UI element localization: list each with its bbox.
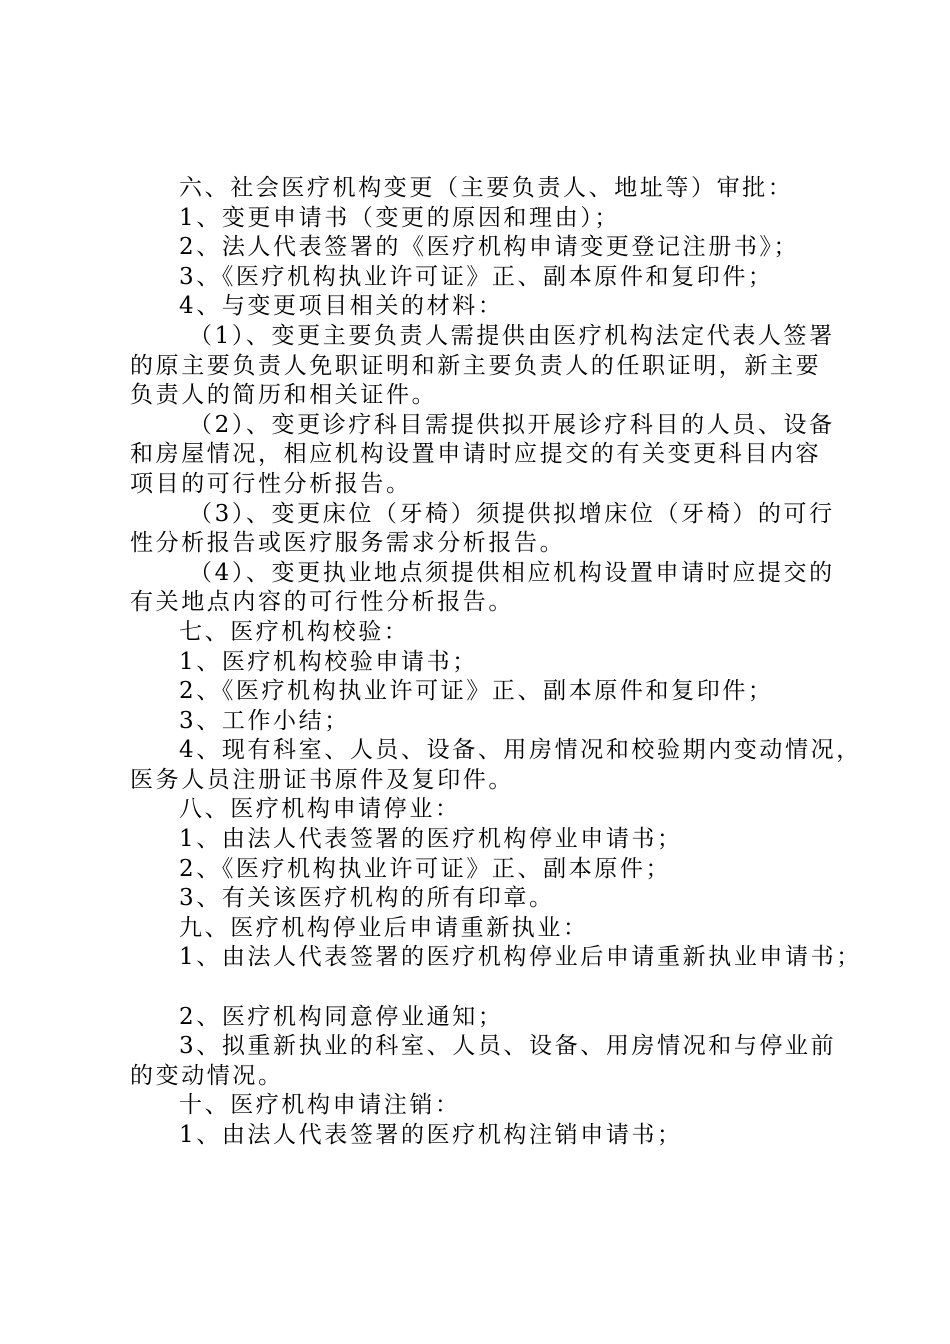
section-heading-9: 九、医疗机构停业后申请重新执业：	[179, 914, 589, 941]
section-heading-10: 十、医疗机构申请注销：	[179, 1092, 461, 1119]
list-item: 2、法人代表签署的《医疗机构申请变更登记注册书》；	[179, 234, 800, 261]
paragraph-line: 负责人的简历和相关证件。	[130, 382, 438, 409]
list-item: 2、《医疗机构执业许可证》正、副本原件；	[179, 855, 672, 882]
list-item: 2、《医疗机构执业许可证》正、副本原件和复印件；	[179, 678, 774, 705]
list-item: 1、由法人代表签署的医疗机构注销申请书；	[179, 1122, 683, 1148]
section-heading-8: 八、医疗机构申请停业：	[179, 796, 461, 823]
list-item: 1、由法人代表签署的医疗机构停业后申请重新执业申请书；	[179, 944, 862, 971]
section-heading-7: 七、医疗机构校验：	[179, 618, 410, 645]
paragraph-line: 医务人员注册证书原件及复印件。	[130, 766, 514, 793]
list-item: 3、工作小结；	[179, 707, 350, 734]
sub-item-paragraph: （4）、变更执业地点须提供相应机构设置申请时应提交的	[189, 559, 835, 586]
sub-item-paragraph: （2）、变更诊疗科目需提供拟开展诊疗科目的人员、设备	[189, 411, 835, 438]
sub-item-paragraph: （3）、变更床位（牙椅）须提供拟增床位（牙椅）的可行	[189, 500, 835, 527]
document-body	[130, 174, 862, 1151]
paragraph-line: 的变动情况。	[130, 1062, 284, 1089]
paragraph-line: 项目的可行性分析报告。	[130, 470, 412, 497]
paragraph-line: 有关地点内容的可行性分析报告。	[130, 589, 514, 616]
list-item: 1、由法人代表签署的医疗机构停业申请书；	[179, 826, 683, 853]
paragraph-line: 的原主要负责人免职证明和新主要负责人的任职证明，新主要	[130, 352, 822, 379]
paragraph-line: 和房屋情况，相应机构设置申请时应提交的有关变更科目内容	[130, 441, 822, 468]
blank-line	[130, 973, 835, 1003]
paragraph-line: 性分析报告或医疗服务需求分析报告。	[130, 530, 566, 557]
list-item: 1、医疗机构校验申请书；	[179, 648, 478, 675]
section-heading-6: 六、社会医疗机构变更（主要负责人、地址等）审批：	[179, 175, 794, 201]
list-item: 3、拟重新执业的科室、人员、设备、用房情况和与停业前	[179, 1033, 837, 1060]
list-item: 4、与变更项目相关的材料：	[179, 293, 504, 320]
list-item: 2、医疗机构同意停业通知；	[179, 1003, 504, 1030]
list-item: 1、变更申请书（变更的原因和理由）；	[179, 204, 620, 231]
list-item: 3、有关该医疗机构的所有印章。	[179, 885, 555, 912]
sub-item-paragraph: （1）、变更主要负责人需提供由医疗机构法定代表人签署	[189, 322, 835, 349]
list-item: 3、《医疗机构执业许可证》正、副本原件和复印件；	[179, 263, 774, 290]
list-item: 4、现有科室、人员、设备、用房情况和校验期内变动情况，	[179, 737, 862, 764]
